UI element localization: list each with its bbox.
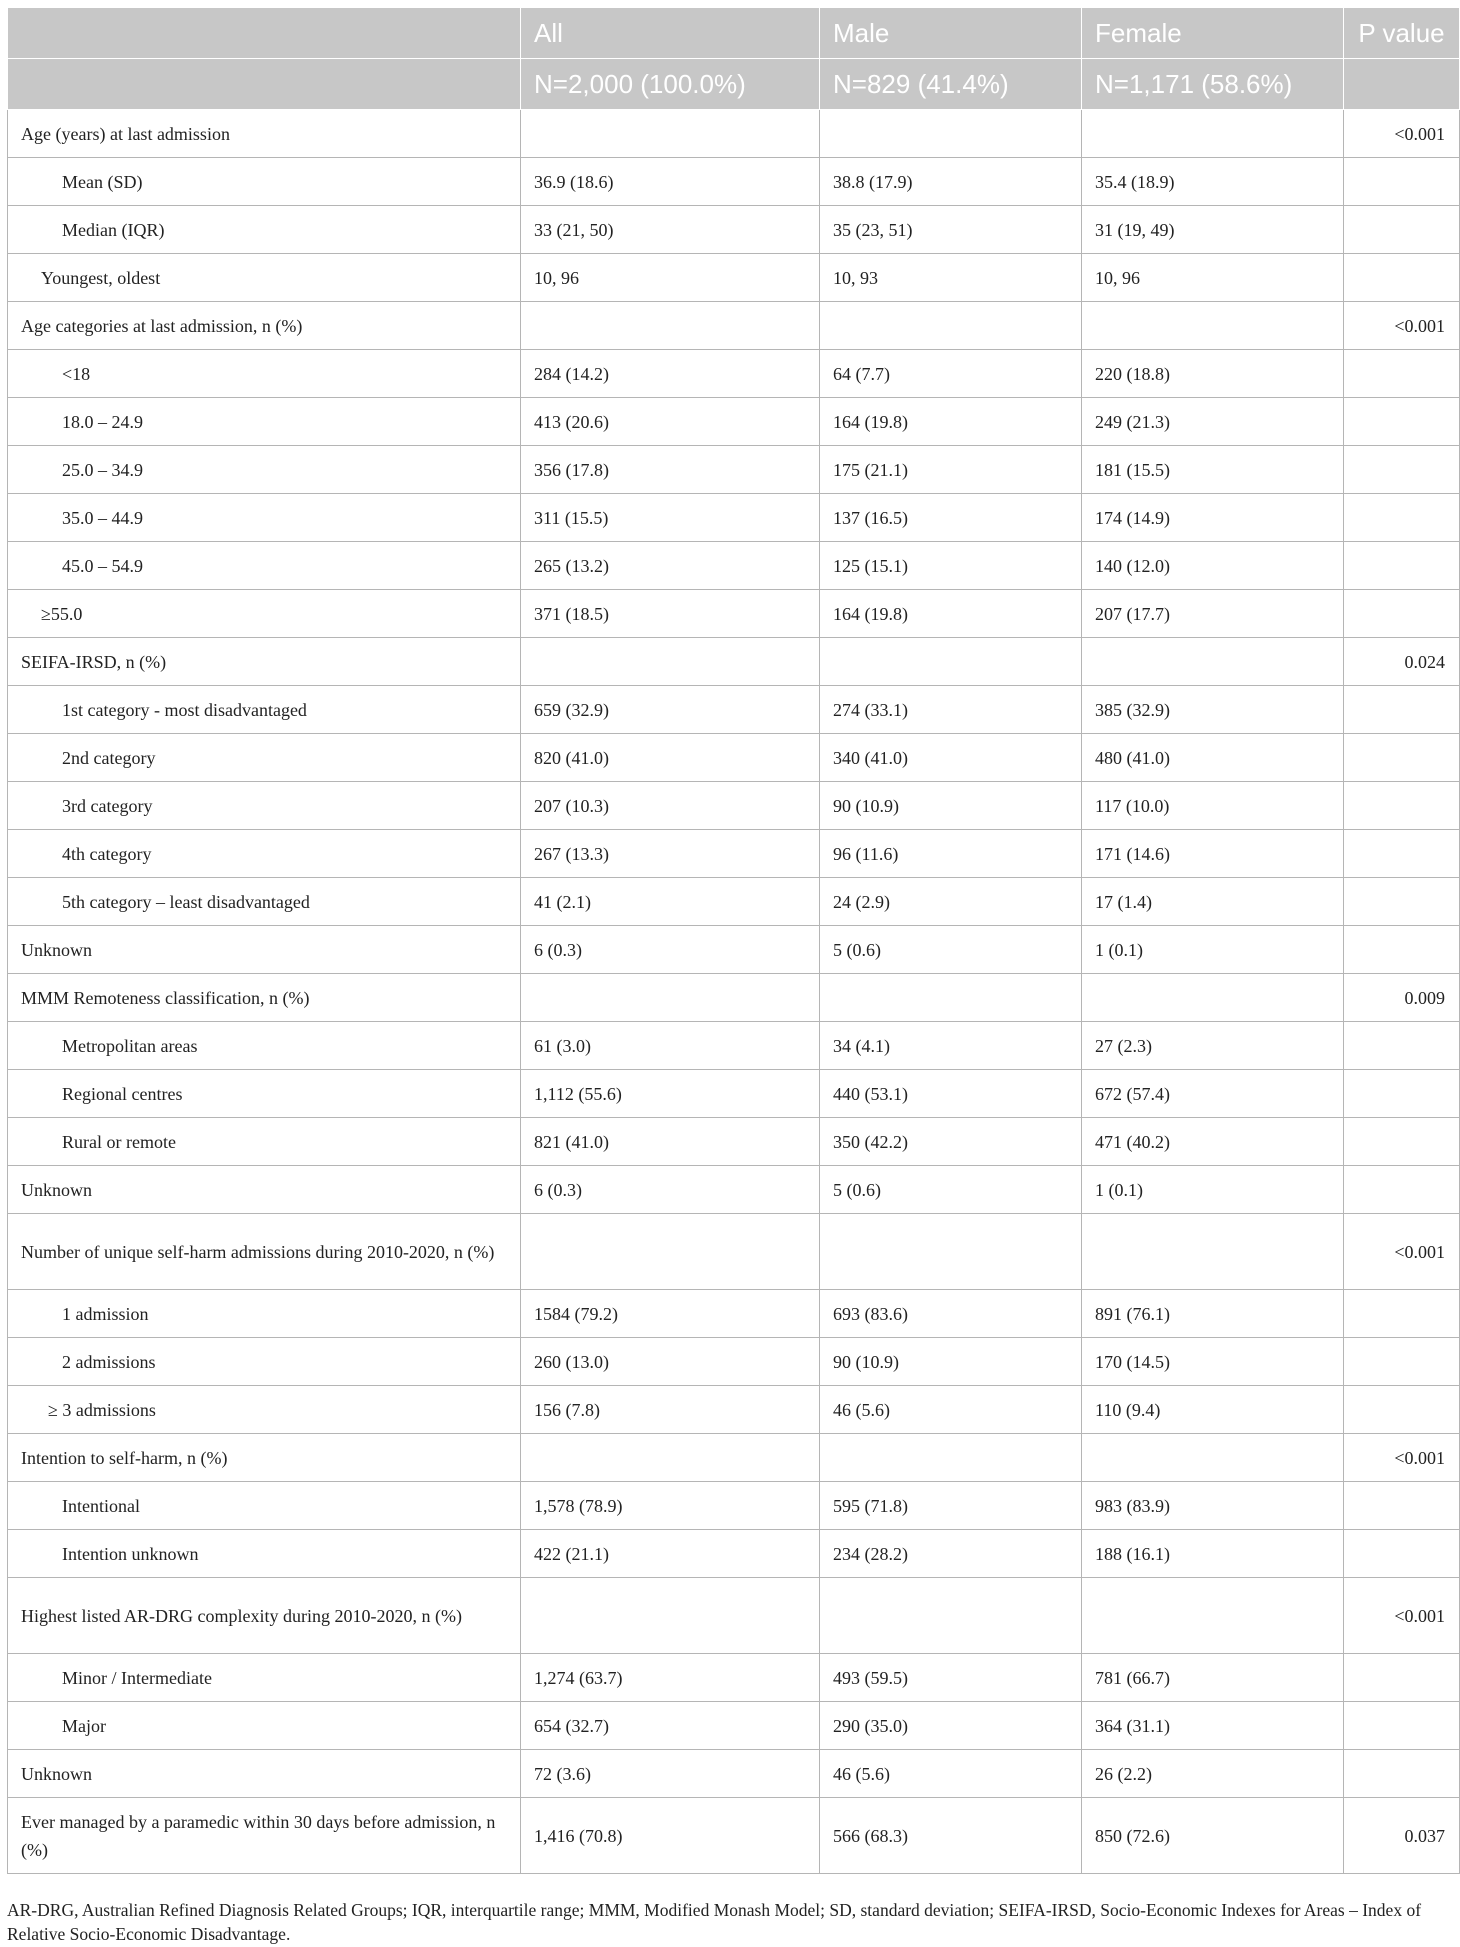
table-row: [8, 1702, 1460, 1750]
cell-male: 493 (59.5): [820, 1654, 1082, 1702]
cell-p-value: 0.009: [1344, 974, 1460, 1022]
table-row: [8, 350, 1460, 398]
row-label: Metropolitan areas: [8, 1022, 521, 1070]
table-row: [8, 1434, 1460, 1482]
table-row: [8, 638, 1460, 686]
cell-male: 24 (2.9): [820, 878, 1082, 926]
table-container: [7, 7, 1459, 1874]
cell-male: 34 (4.1): [820, 1022, 1082, 1070]
cell-all: 265 (13.2): [521, 542, 820, 590]
cell-female: 181 (15.5): [1082, 446, 1344, 494]
table-row: [8, 542, 1460, 590]
cell-female: 17 (1.4): [1082, 878, 1344, 926]
cell-p-value: [1344, 1386, 1460, 1434]
cell-p-value: 0.037: [1344, 1798, 1460, 1874]
row-label: Minor / Intermediate: [8, 1654, 521, 1702]
table-footnote: AR-DRG, Australian Refined Diagnosis Related Groups; IQR, interquartile range; MMM, Modified Monash Model; SD, standard deviation; SEIFA-IRSD, Socio-Economic Indexes for Areas – Index of Relative Socio-Economic Disadvantage.: [7, 1900, 1422, 1944]
cell-p-value: [1344, 686, 1460, 734]
cell-female: 480 (41.0): [1082, 734, 1344, 782]
cell-male: 175 (21.1): [820, 446, 1082, 494]
cell-p-value: [1344, 926, 1460, 974]
row-label: Median (IQR): [8, 206, 521, 254]
cell-female: 31 (19, 49): [1082, 206, 1344, 254]
cell-female: [1082, 302, 1344, 350]
demographics-table: [7, 7, 1460, 1874]
cell-p-value: [1344, 1166, 1460, 1214]
row-label: 35.0 – 44.9: [8, 494, 521, 542]
cell-all: 311 (15.5): [521, 494, 820, 542]
cell-female: [1082, 110, 1344, 158]
cell-female: 170 (14.5): [1082, 1338, 1344, 1386]
cell-female: 140 (12.0): [1082, 542, 1344, 590]
cell-male: 234 (28.2): [820, 1530, 1082, 1578]
cell-female: 110 (9.4): [1082, 1386, 1344, 1434]
cell-male: 137 (16.5): [820, 494, 1082, 542]
cell-female: 207 (17.7): [1082, 590, 1344, 638]
header-all: All: [521, 8, 820, 59]
table-row: [8, 206, 1460, 254]
row-label: Intention to self-harm, n (%): [8, 1434, 521, 1482]
table-body: [8, 110, 1460, 1874]
row-label: Unknown: [8, 1166, 521, 1214]
row-label: Ever managed by a paramedic within 30 days before admission, n (%): [8, 1798, 521, 1874]
cell-p-value: [1344, 1702, 1460, 1750]
table-row: [8, 1338, 1460, 1386]
table-row: [8, 398, 1460, 446]
cell-female: 171 (14.6): [1082, 830, 1344, 878]
row-label: SEIFA-IRSD, n (%): [8, 638, 521, 686]
header-female: Female: [1082, 8, 1344, 59]
cell-male: 274 (33.1): [820, 686, 1082, 734]
cell-female: 891 (76.1): [1082, 1290, 1344, 1338]
cell-all: 371 (18.5): [521, 590, 820, 638]
cell-all: [521, 974, 820, 1022]
cell-all: 821 (41.0): [521, 1118, 820, 1166]
cell-all: 156 (7.8): [521, 1386, 820, 1434]
cell-female: 1 (0.1): [1082, 926, 1344, 974]
cell-male: 90 (10.9): [820, 782, 1082, 830]
cell-male: [820, 110, 1082, 158]
cell-female: 117 (10.0): [1082, 782, 1344, 830]
table-row: [8, 1166, 1460, 1214]
cell-male: 10, 93: [820, 254, 1082, 302]
cell-male: 125 (15.1): [820, 542, 1082, 590]
cell-male: [820, 1578, 1082, 1654]
row-label: 5th category – least disadvantaged: [8, 878, 521, 926]
cell-p-value: [1344, 494, 1460, 542]
header-blank-2: [8, 59, 521, 110]
row-label: 2nd category: [8, 734, 521, 782]
cell-p-value: <0.001: [1344, 1434, 1460, 1482]
table-row: [8, 734, 1460, 782]
header-row-1: [8, 8, 1460, 59]
cell-female: 27 (2.3): [1082, 1022, 1344, 1070]
cell-p-value: [1344, 398, 1460, 446]
cell-all: 422 (21.1): [521, 1530, 820, 1578]
cell-male: 5 (0.6): [820, 926, 1082, 974]
cell-p-value: [1344, 1118, 1460, 1166]
cell-p-value: <0.001: [1344, 1214, 1460, 1290]
table-row: [8, 1750, 1460, 1798]
table-row: [8, 1482, 1460, 1530]
cell-female: [1082, 974, 1344, 1022]
cell-female: 35.4 (18.9): [1082, 158, 1344, 206]
cell-p-value: 0.024: [1344, 638, 1460, 686]
row-label: Intention unknown: [8, 1530, 521, 1578]
cell-p-value: [1344, 1338, 1460, 1386]
cell-all: 1,416 (70.8): [521, 1798, 820, 1874]
cell-male: 46 (5.6): [820, 1750, 1082, 1798]
table-row: [8, 782, 1460, 830]
cell-all: 207 (10.3): [521, 782, 820, 830]
cell-male: 595 (71.8): [820, 1482, 1082, 1530]
cell-all: 6 (0.3): [521, 926, 820, 974]
table-row: [8, 1798, 1460, 1874]
cell-female: 781 (66.7): [1082, 1654, 1344, 1702]
cell-female: 249 (21.3): [1082, 398, 1344, 446]
cell-all: 659 (32.9): [521, 686, 820, 734]
cell-all: 820 (41.0): [521, 734, 820, 782]
table-row: [8, 1530, 1460, 1578]
row-label: Age (years) at last admission: [8, 110, 521, 158]
header-n-male: N=829 (41.4%): [820, 59, 1082, 110]
cell-all: 654 (32.7): [521, 1702, 820, 1750]
header-blank-p: [1344, 59, 1460, 110]
cell-male: 164 (19.8): [820, 590, 1082, 638]
cell-all: 10, 96: [521, 254, 820, 302]
row-label: Unknown: [8, 926, 521, 974]
row-label: Number of unique self-harm admissions during 2010-2020, n (%): [8, 1214, 521, 1290]
cell-p-value: [1344, 590, 1460, 638]
row-label: Mean (SD): [8, 158, 521, 206]
cell-male: 290 (35.0): [820, 1702, 1082, 1750]
cell-p-value: [1344, 1482, 1460, 1530]
cell-male: 340 (41.0): [820, 734, 1082, 782]
cell-all: [521, 1578, 820, 1654]
cell-male: [820, 1434, 1082, 1482]
header-row-2: [8, 59, 1460, 110]
cell-all: 72 (3.6): [521, 1750, 820, 1798]
table-row: [8, 878, 1460, 926]
row-label: ≥ 3 admissions: [8, 1386, 521, 1434]
cell-female: [1082, 638, 1344, 686]
table-row: [8, 494, 1460, 542]
row-label: 1st category - most disadvantaged: [8, 686, 521, 734]
row-label: 2 admissions: [8, 1338, 521, 1386]
cell-male: 350 (42.2): [820, 1118, 1082, 1166]
table-row: [8, 1070, 1460, 1118]
row-label: 4th category: [8, 830, 521, 878]
cell-female: 385 (32.9): [1082, 686, 1344, 734]
row-label: <18: [8, 350, 521, 398]
row-label: Youngest, oldest: [8, 254, 521, 302]
cell-p-value: [1344, 1022, 1460, 1070]
cell-male: [820, 974, 1082, 1022]
table-row: [8, 302, 1460, 350]
cell-female: 850 (72.6): [1082, 1798, 1344, 1874]
table-row: [8, 1118, 1460, 1166]
table-row: [8, 1022, 1460, 1070]
cell-p-value: [1344, 350, 1460, 398]
row-label: Unknown: [8, 1750, 521, 1798]
cell-all: [521, 638, 820, 686]
table-row: [8, 926, 1460, 974]
row-label: 45.0 – 54.9: [8, 542, 521, 590]
row-label: Intentional: [8, 1482, 521, 1530]
cell-p-value: [1344, 206, 1460, 254]
row-label: Highest listed AR-DRG complexity during 2010-2020, n (%): [8, 1578, 521, 1654]
table-row: [8, 590, 1460, 638]
table-row: [8, 1214, 1460, 1290]
cell-all: [521, 302, 820, 350]
cell-male: 90 (10.9): [820, 1338, 1082, 1386]
cell-all: 260 (13.0): [521, 1338, 820, 1386]
cell-male: 566 (68.3): [820, 1798, 1082, 1874]
row-label: Rural or remote: [8, 1118, 521, 1166]
cell-all: [521, 1434, 820, 1482]
cell-male: 38.8 (17.9): [820, 158, 1082, 206]
cell-male: 5 (0.6): [820, 1166, 1082, 1214]
cell-p-value: [1344, 158, 1460, 206]
cell-female: [1082, 1214, 1344, 1290]
cell-male: 693 (83.6): [820, 1290, 1082, 1338]
cell-p-value: [1344, 1070, 1460, 1118]
cell-male: [820, 302, 1082, 350]
row-label: 18.0 – 24.9: [8, 398, 521, 446]
table-row: [8, 254, 1460, 302]
cell-female: [1082, 1434, 1344, 1482]
table-row: [8, 446, 1460, 494]
cell-male: 96 (11.6): [820, 830, 1082, 878]
cell-p-value: [1344, 782, 1460, 830]
cell-male: 164 (19.8): [820, 398, 1082, 446]
header-blank: [8, 8, 521, 59]
cell-female: 26 (2.2): [1082, 1750, 1344, 1798]
table-row: [8, 1290, 1460, 1338]
cell-all: 1,578 (78.9): [521, 1482, 820, 1530]
cell-p-value: [1344, 878, 1460, 926]
cell-p-value: [1344, 734, 1460, 782]
cell-p-value: [1344, 1750, 1460, 1798]
cell-male: 46 (5.6): [820, 1386, 1082, 1434]
cell-female: 1 (0.1): [1082, 1166, 1344, 1214]
cell-male: [820, 638, 1082, 686]
cell-p-value: <0.001: [1344, 110, 1460, 158]
table-row: [8, 158, 1460, 206]
cell-female: [1082, 1578, 1344, 1654]
cell-p-value: [1344, 1654, 1460, 1702]
cell-p-value: <0.001: [1344, 1578, 1460, 1654]
cell-female: 364 (31.1): [1082, 1702, 1344, 1750]
row-label: 1 admission: [8, 1290, 521, 1338]
cell-all: 33 (21, 50): [521, 206, 820, 254]
cell-male: 64 (7.7): [820, 350, 1082, 398]
cell-female: 672 (57.4): [1082, 1070, 1344, 1118]
table-row: [8, 1654, 1460, 1702]
cell-all: 1,112 (55.6): [521, 1070, 820, 1118]
cell-female: 471 (40.2): [1082, 1118, 1344, 1166]
cell-p-value: <0.001: [1344, 302, 1460, 350]
table-row: [8, 974, 1460, 1022]
cell-all: 1,274 (63.7): [521, 1654, 820, 1702]
row-label: Major: [8, 1702, 521, 1750]
row-label: 25.0 – 34.9: [8, 446, 521, 494]
cell-all: 61 (3.0): [521, 1022, 820, 1070]
row-label: ≥55.0: [8, 590, 521, 638]
row-label: Age categories at last admission, n (%): [8, 302, 521, 350]
cell-female: 174 (14.9): [1082, 494, 1344, 542]
cell-female: 220 (18.8): [1082, 350, 1344, 398]
cell-male: 35 (23, 51): [820, 206, 1082, 254]
cell-all: 6 (0.3): [521, 1166, 820, 1214]
header-n-female: N=1,171 (58.6%): [1082, 59, 1344, 110]
cell-all: 267 (13.3): [521, 830, 820, 878]
cell-female: 10, 96: [1082, 254, 1344, 302]
cell-p-value: [1344, 1530, 1460, 1578]
cell-female: 983 (83.9): [1082, 1482, 1344, 1530]
cell-all: [521, 110, 820, 158]
cell-all: 1584 (79.2): [521, 1290, 820, 1338]
cell-all: 413 (20.6): [521, 398, 820, 446]
cell-all: 356 (17.8): [521, 446, 820, 494]
cell-all: 41 (2.1): [521, 878, 820, 926]
cell-all: 36.9 (18.6): [521, 158, 820, 206]
table-row: [8, 1578, 1460, 1654]
cell-p-value: [1344, 830, 1460, 878]
cell-p-value: [1344, 542, 1460, 590]
header-male: Male: [820, 8, 1082, 59]
table-row: [8, 1386, 1460, 1434]
row-label: Regional centres: [8, 1070, 521, 1118]
table-row: [8, 830, 1460, 878]
cell-male: [820, 1214, 1082, 1290]
table-row: [8, 686, 1460, 734]
table-row: [8, 110, 1460, 158]
cell-p-value: [1344, 446, 1460, 494]
header-p-value: P value: [1344, 8, 1460, 59]
cell-p-value: [1344, 254, 1460, 302]
cell-p-value: [1344, 1290, 1460, 1338]
cell-male: 440 (53.1): [820, 1070, 1082, 1118]
row-label: 3rd category: [8, 782, 521, 830]
header-n-all: N=2,000 (100.0%): [521, 59, 820, 110]
row-label: MMM Remoteness classification, n (%): [8, 974, 521, 1022]
cell-all: [521, 1214, 820, 1290]
cell-female: 188 (16.1): [1082, 1530, 1344, 1578]
cell-all: 284 (14.2): [521, 350, 820, 398]
